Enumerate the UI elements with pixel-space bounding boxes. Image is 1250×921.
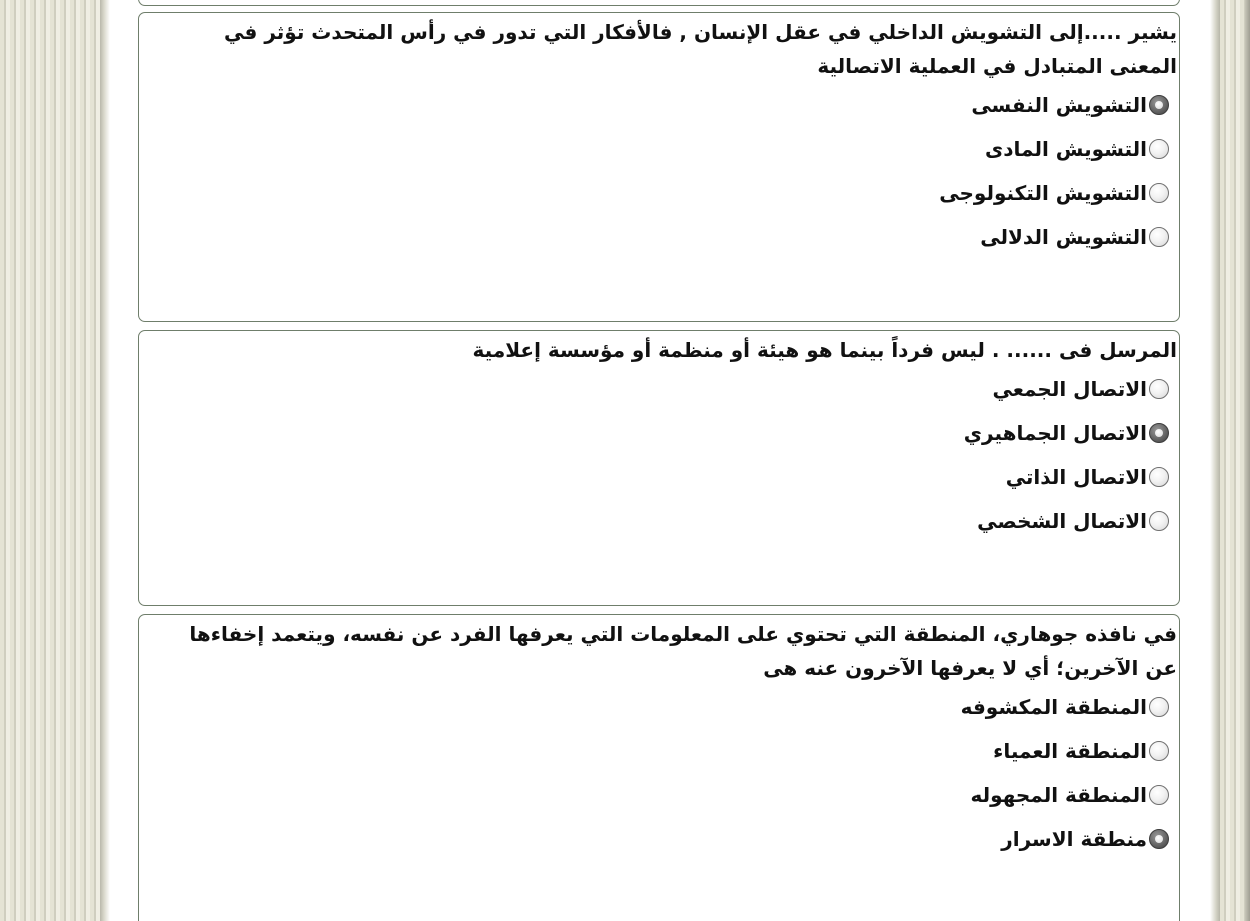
answer-label[interactable]: الاتصال الجماهيري (963, 421, 1147, 445)
answer-option[interactable] (139, 367, 1179, 411)
answer-label[interactable]: الاتصال الشخصي (977, 509, 1147, 533)
question-box-1 (138, 12, 1180, 322)
left-page-shadow (100, 0, 110, 921)
answer-label[interactable]: المنطقة المجهوله (970, 783, 1147, 807)
left-background-strip (0, 0, 100, 921)
answer-label[interactable]: المنطقة المكشوفه (960, 695, 1147, 719)
radio-button[interactable] (1149, 785, 1169, 805)
answer-label[interactable]: الاتصال الجمعي (992, 377, 1147, 401)
radio-button[interactable] (1149, 139, 1169, 159)
answer-option[interactable] (139, 499, 1179, 543)
answer-option[interactable] (139, 171, 1179, 215)
answer-label[interactable]: المنطقة العمياء (993, 739, 1147, 763)
answer-option[interactable] (139, 729, 1179, 773)
answer-label[interactable]: التشويش التكنولوجى (939, 181, 1147, 205)
question-box-3 (138, 614, 1180, 921)
question-text: المرسل فى ...... . ليس فرداً بينما هو هيئة أو منظمة أو مؤسسة إعلامية (472, 338, 1177, 362)
radio-button[interactable] (1149, 227, 1169, 247)
question-text: يشير .....إلى التشويش الداخلي في عقل الإنسان , فالأفكار التي تدور في رأس المتحدث تؤثر في المعنى المتبادل في العملية الاتصالية (224, 20, 1177, 78)
answer-option[interactable] (139, 83, 1179, 127)
answer-options (139, 367, 1179, 543)
radio-button-selected[interactable] (1149, 95, 1169, 115)
radio-button[interactable] (1149, 697, 1169, 717)
answer-label[interactable]: منطقة الاسرار (1001, 827, 1147, 851)
answer-option[interactable] (139, 215, 1179, 259)
answer-label[interactable]: التشويش الدلالى (980, 225, 1147, 249)
radio-button[interactable] (1149, 379, 1169, 399)
answer-option[interactable] (139, 685, 1179, 729)
radio-button[interactable] (1149, 511, 1169, 531)
previous-question-box-fragment (138, 0, 1180, 6)
right-edge (1245, 0, 1250, 921)
right-background-strip (1220, 0, 1250, 921)
question-text: في نافذه جوهاري، المنطقة التي تحتوي على المعلومات التي يعرفها الفرد عن نفسه، ويتعمد إخفاءها عن الآخرين؛ أي لا يعرفها الآخرون عنه هى (189, 622, 1177, 680)
answer-options (139, 685, 1179, 861)
answer-option[interactable] (139, 127, 1179, 171)
question-box-2 (138, 330, 1180, 606)
right-page-shadow (1210, 0, 1220, 921)
radio-button[interactable] (1149, 183, 1169, 203)
radio-button-selected[interactable] (1149, 423, 1169, 443)
radio-button-selected[interactable] (1149, 829, 1169, 849)
answer-option[interactable] (139, 773, 1179, 817)
answer-option[interactable] (139, 817, 1179, 861)
answer-options (139, 83, 1179, 259)
answer-option[interactable] (139, 455, 1179, 499)
answer-option[interactable] (139, 411, 1179, 455)
answer-label[interactable]: التشويش النفسى (971, 93, 1147, 117)
quiz-content (110, 0, 1210, 921)
radio-button[interactable] (1149, 467, 1169, 487)
radio-button[interactable] (1149, 741, 1169, 761)
answer-label[interactable]: التشويش المادى (984, 137, 1147, 161)
answer-label[interactable]: الاتصال الذاتي (1005, 465, 1147, 489)
